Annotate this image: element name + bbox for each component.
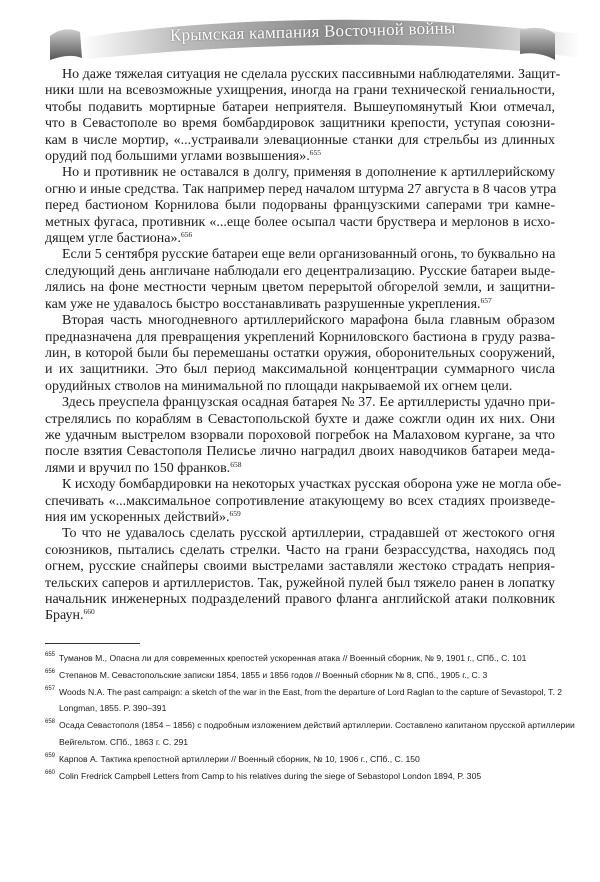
paragraph	[45, 313, 555, 395]
footnote-text: Colin Fredrick Campbell Letters from Camp to his relatives during the siege of Sebastopol London 1894, P. 305	[59, 770, 482, 781]
text-line-content: орудий под большими углами возвышения».	[45, 149, 310, 165]
text-line	[45, 608, 555, 624]
footnote-text: Степанов М. Севастопольские записки 1854, 1855 и 1856 годов // Военный сборник № 8, СПб., 1905 г., С. 3	[59, 669, 488, 680]
text-line-content: и их защитники. Это был период максимальной концентрации суммарного числа	[45, 362, 555, 378]
main-text	[45, 67, 562, 625]
text-line-content: чтобы подавить мортирные батареи неприятеля. Вышеупомянутый Кюи отмечал,	[45, 99, 555, 115]
text-line-content: следующий день англичане наблюдали его децентрализацию. Русские батареи выде-	[45, 263, 555, 279]
paragraph	[45, 526, 555, 624]
footnote-divider	[45, 643, 140, 644]
text-line	[45, 526, 555, 542]
text-line-content: Браун.	[45, 608, 84, 624]
paragraph	[45, 67, 561, 165]
text-line	[45, 543, 555, 559]
text-line-content: Но и противник не оставался в долгу, применяя в дополнение к артиллерийскому	[62, 165, 555, 181]
text-line-content: ния им ускоренных действий».	[45, 509, 230, 525]
text-line	[45, 559, 555, 575]
text-line-content: Здесь преуспела французская осадная батарея № 37. Ее артиллеристы удачно при-	[62, 395, 555, 411]
text-line-content: дящем угле бастиона».	[45, 231, 182, 247]
text-line-content: кам уже не удавалось быстро восстанавливать разрушенные укрепления.	[45, 296, 481, 312]
text-line	[45, 428, 555, 444]
footnote	[45, 650, 560, 667]
text-line-content: же удачным выстрелом взорвали пороховой погребок на Малаховом кургане, за что	[45, 427, 555, 443]
footnote	[45, 717, 575, 751]
footnote-number: 659	[45, 752, 56, 759]
text-line	[45, 346, 555, 362]
text-line	[45, 461, 555, 477]
text-line	[45, 198, 555, 214]
text-line-content: лин, в которой были бы перемешаны остатки оружия, оборонительных сооружений,	[45, 345, 555, 361]
text-line	[45, 149, 555, 165]
text-line	[45, 215, 555, 231]
text-line-content: Если 5 сентября русские батареи еще вели организованный огонь, то буквально на	[62, 247, 556, 263]
footnote-number: 655	[45, 652, 56, 658]
footnote-reference[interactable]: 655	[309, 148, 321, 158]
paragraph	[45, 395, 555, 477]
footnote-reference[interactable]: 659	[229, 508, 241, 518]
footnote-text: Woods N.A. The past campaign: a sketch of the war in the East, from the departure of Lord Raglan to the capture of Sevastopol, T. 2	[59, 686, 563, 697]
paragraph	[45, 477, 562, 526]
text-line	[45, 510, 555, 526]
text-line	[45, 444, 555, 460]
footnote	[45, 667, 560, 684]
text-line	[45, 231, 555, 247]
footnote-number: 657	[45, 685, 56, 692]
text-line	[45, 100, 555, 116]
footnotes	[45, 650, 575, 784]
footnote-number: 660	[45, 769, 56, 776]
text-line-content: после взятия Севастополя Пелисье лично наградил двоих наводчиков батареи меда-	[45, 444, 555, 460]
text-line	[45, 494, 555, 510]
footnote-text: Осада Севастополя (1854 – 1856) с подробным изложением действий артиллерии. Составлено капитаном прусской артиллерии	[59, 720, 575, 731]
paragraph	[45, 247, 555, 313]
text-line-content: союзников, пытались сделать стрелки. Часто на грани безрассудства, находясь под	[45, 542, 555, 558]
text-line-content: К исходу бомбардировки на некоторых участках русская оборона уже не могла обе-	[62, 477, 562, 493]
text-line-content: Вторая часть многодневного артиллерийского марафона была главным образом	[62, 313, 555, 329]
text-line-content: начальник инженерных подразделений правого фланга английской атаки полковник	[45, 592, 555, 607]
text-line-content: тельских саперов и артиллеристов. Так, ружейной пулей был тяжело ранен в лопатку	[45, 575, 555, 591]
footnote-reference[interactable]: 660	[83, 607, 95, 617]
text-line-content: перед бастионом Корнилова были подорваны французскими саперами три камне-	[45, 198, 555, 214]
footnote-text: Вейгельтом. СПб., 1863 г. С. 291	[59, 736, 189, 747]
footnote-text: Longman, 1855. P. 390–391	[59, 703, 167, 714]
text-line	[45, 412, 555, 428]
text-line-content: метных фугаса, противник «...еще более осыпал части бруствера и мерлонов в исхо-	[45, 214, 555, 230]
text-line	[45, 116, 555, 132]
footnote-number: 656	[45, 668, 56, 675]
footnote	[45, 684, 563, 718]
text-line-content: что в Севастополе во время бомбардировок защитники крепости, уступая союзни-	[45, 116, 555, 132]
text-line	[45, 247, 555, 263]
text-line	[45, 379, 555, 395]
text-line	[45, 182, 555, 198]
footnote-reference[interactable]: 658	[230, 459, 242, 469]
text-line-content: предназначена для превращения укреплений Корниловского бастиона в груду разва-	[45, 329, 555, 345]
text-line	[45, 477, 562, 493]
text-line	[45, 313, 555, 329]
text-line-content: кам в числе мортир, «...устраивали элевационные станки для стрельбы из длинных	[45, 132, 555, 148]
text-line-content: лями и вручил по 150 франков.	[45, 460, 231, 476]
text-line-content: орудийных стволов на минимальной по площади накрываемой их огнем цели.	[45, 378, 513, 394]
text-line	[45, 280, 555, 296]
text-line-content: Но даже тяжелая ситуация не сделала русских пассивными наблюдателями. Защит-	[62, 67, 561, 82]
footnote-text: Туманов М., Опасна ли для современных крепостей ускоренная атака // Военный сборник, № 9, 1901 г., СПб., С. 101	[59, 653, 527, 663]
text-line	[45, 330, 555, 346]
text-line	[45, 576, 555, 592]
text-line-content: То что не удавалось сделать русской артиллерии, страдавшей от жестокого огня	[62, 526, 555, 542]
text-line	[45, 133, 555, 149]
footnote	[45, 768, 560, 785]
footnote	[45, 751, 560, 768]
running-header-title: Крымская кампания Восточной войны	[169, 18, 456, 45]
text-line-content: огнем, русские снайперы своими выстрелами заставляли жестоко страдать неприя-	[45, 559, 555, 575]
text-line-content: спечивать «...максимальное сопротивление атакующему во всех стадиях произведе-	[45, 493, 555, 509]
text-line	[45, 395, 555, 411]
text-line	[45, 362, 555, 378]
text-line	[45, 592, 555, 608]
footnote-text: Карпов А. Тактика крепостной артиллерии // Военный сборник, № 10, 1906 г., СПб., С. 150	[59, 753, 420, 764]
text-line	[45, 67, 561, 83]
text-line-content: огню и иные средства. Так например перед началом штурма 27 августа в 8 часов утра	[45, 181, 557, 197]
header-banner	[20, 8, 580, 60]
footnote-reference[interactable]: 657	[480, 295, 492, 305]
footnote-reference[interactable]: 656	[181, 230, 193, 240]
text-line-content: лялись на фоне местности черным цветом перерытой обгорелой земли, и защитни-	[45, 280, 555, 296]
paragraph	[45, 165, 555, 247]
text-line	[45, 264, 555, 280]
text-line-content: ники шли на всевозможные ухищрения, иногда на грани технической гениальности,	[45, 83, 555, 99]
footnote-number: 658	[45, 719, 56, 726]
text-line	[45, 297, 555, 313]
text-line-content: стрелялись по кораблям в Севастопольской бухте и даже сожгли один их них. Они	[45, 411, 555, 427]
text-line	[45, 83, 555, 99]
text-line	[45, 165, 555, 181]
